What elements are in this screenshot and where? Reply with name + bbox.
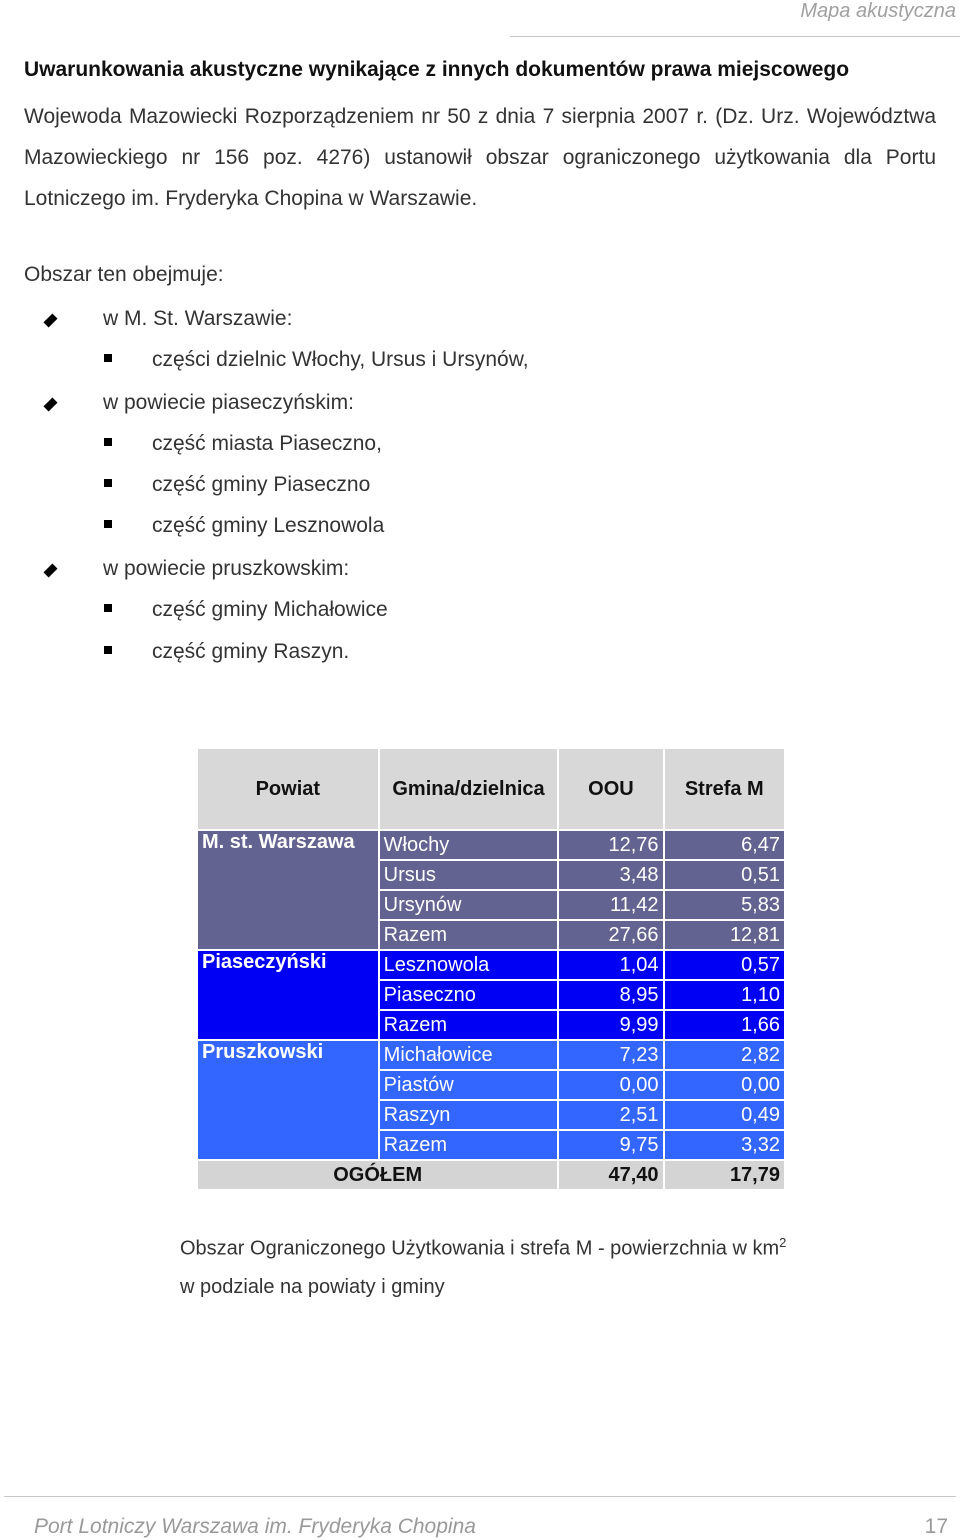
list-subitem: część gminy Lesznowola [152,514,385,537]
list-intro: Obszar ten obejmuje: [24,263,224,286]
running-footer: Port Lotniczy Warszawa im. Fryderyka Chopina [34,1515,476,1538]
oou-cell: 9,75 [558,1130,663,1160]
running-header: Mapa akustyczna [800,0,956,22]
strefa-m-cell: 0,51 [664,860,785,890]
list-item: w powiecie pruszkowskim: [103,557,350,580]
gmina-cell: Razem [379,920,559,950]
oou-cell: 3,48 [558,860,663,890]
powiat-cell: Pruszkowski [197,1040,379,1160]
strefa-m-cell: 0,00 [664,1070,785,1100]
caption-line-1: Obszar Ograniczonego Użytkowania i strefa M - powierzchnia w km [180,1237,780,1260]
strefa-m-cell: 3,32 [664,1130,785,1160]
column-header: Gmina/dzielnica [379,748,559,830]
table-caption [180,1224,786,1306]
body-paragraph: Wojewoda Mazowiecki Rozporządzeniem nr 50 z dnia 7 sierpnia 2007 r. (Dz. Urz. Województwa Mazowieckiego nr 156 poz. 4276) ustanowił obszar ograniczonego użytkowania dla Portu Lotniczego im. Fryderyka Chopina w Warszawie. [24,105,936,210]
gmina-cell: Włochy [379,830,559,860]
column-header: Powiat [197,748,379,830]
caption-line-2: w podziale na powiaty i gminy [180,1275,445,1298]
table-header-row [197,748,785,830]
list-subitem: część gminy Piaseczno [152,473,371,496]
gmina-cell: Raszyn [379,1100,559,1130]
strefa-m-cell: 1,10 [664,980,785,1010]
diamond-bullet-icon [43,313,57,327]
list-subitem: część miasta Piaseczno, [152,432,382,455]
page-number: 17 [924,1515,948,1538]
gmina-cell: Lesznowola [379,950,559,980]
table-total-row [197,1160,785,1190]
caption-superscript: 2 [779,1235,787,1250]
total-strefa-m: 17,79 [664,1160,785,1190]
list-subitem: część gminy Raszyn. [152,640,350,663]
total-oou: 47,40 [558,1160,663,1190]
square-bullet-icon [104,646,112,654]
square-bullet-icon [104,520,112,528]
gmina-cell: Ursus [379,860,559,890]
strefa-m-cell: 0,49 [664,1100,785,1130]
oou-cell: 1,04 [558,950,663,980]
powiat-cell: M. st. Warszawa [197,830,379,950]
gmina-cell: Michałowice [379,1040,559,1070]
square-bullet-icon [104,479,112,487]
list-item: w M. St. Warszawie: [103,307,293,330]
oou-cell: 27,66 [558,920,663,950]
list-subitem: część gminy Michałowice [152,598,388,621]
oou-cell: 8,95 [558,980,663,1010]
square-bullet-icon [104,354,112,362]
square-bullet-icon [104,604,112,612]
list-subitem: części dzielnic Włochy, Ursus i Ursynów, [152,348,529,371]
column-header: OOU [558,748,663,830]
oou-cell: 7,23 [558,1040,663,1070]
header-rule [510,36,960,37]
total-label: OGÓŁEM [197,1160,558,1190]
gmina-cell: Razem [379,1130,559,1160]
footer-rule [4,1496,956,1497]
strefa-m-cell: 0,57 [664,950,785,980]
oou-cell: 12,76 [558,830,663,860]
strefa-m-cell: 1,66 [664,1010,785,1040]
gmina-cell: Ursynów [379,890,559,920]
area-table [196,747,786,1191]
list-item: w powiecie piaseczyńskim: [103,391,354,414]
column-header: Strefa M [664,748,785,830]
diamond-bullet-icon [43,563,57,577]
table-row [197,950,785,980]
gmina-cell: Piaseczno [379,980,559,1010]
oou-cell: 0,00 [558,1070,663,1100]
table-row [197,1040,785,1070]
strefa-m-cell: 2,82 [664,1040,785,1070]
oou-cell: 11,42 [558,890,663,920]
oou-cell: 2,51 [558,1100,663,1130]
square-bullet-icon [104,438,112,446]
oou-cell: 9,99 [558,1010,663,1040]
strefa-m-cell: 6,47 [664,830,785,860]
strefa-m-cell: 5,83 [664,890,785,920]
diamond-bullet-icon [43,397,57,411]
table-row [197,830,785,860]
powiat-cell: Piaseczyński [197,950,379,1040]
section-heading: Uwarunkowania akustyczne wynikające z innych dokumentów prawa miejscowego [24,58,850,81]
gmina-cell: Piastów [379,1070,559,1100]
gmina-cell: Razem [379,1010,559,1040]
strefa-m-cell: 12,81 [664,920,785,950]
